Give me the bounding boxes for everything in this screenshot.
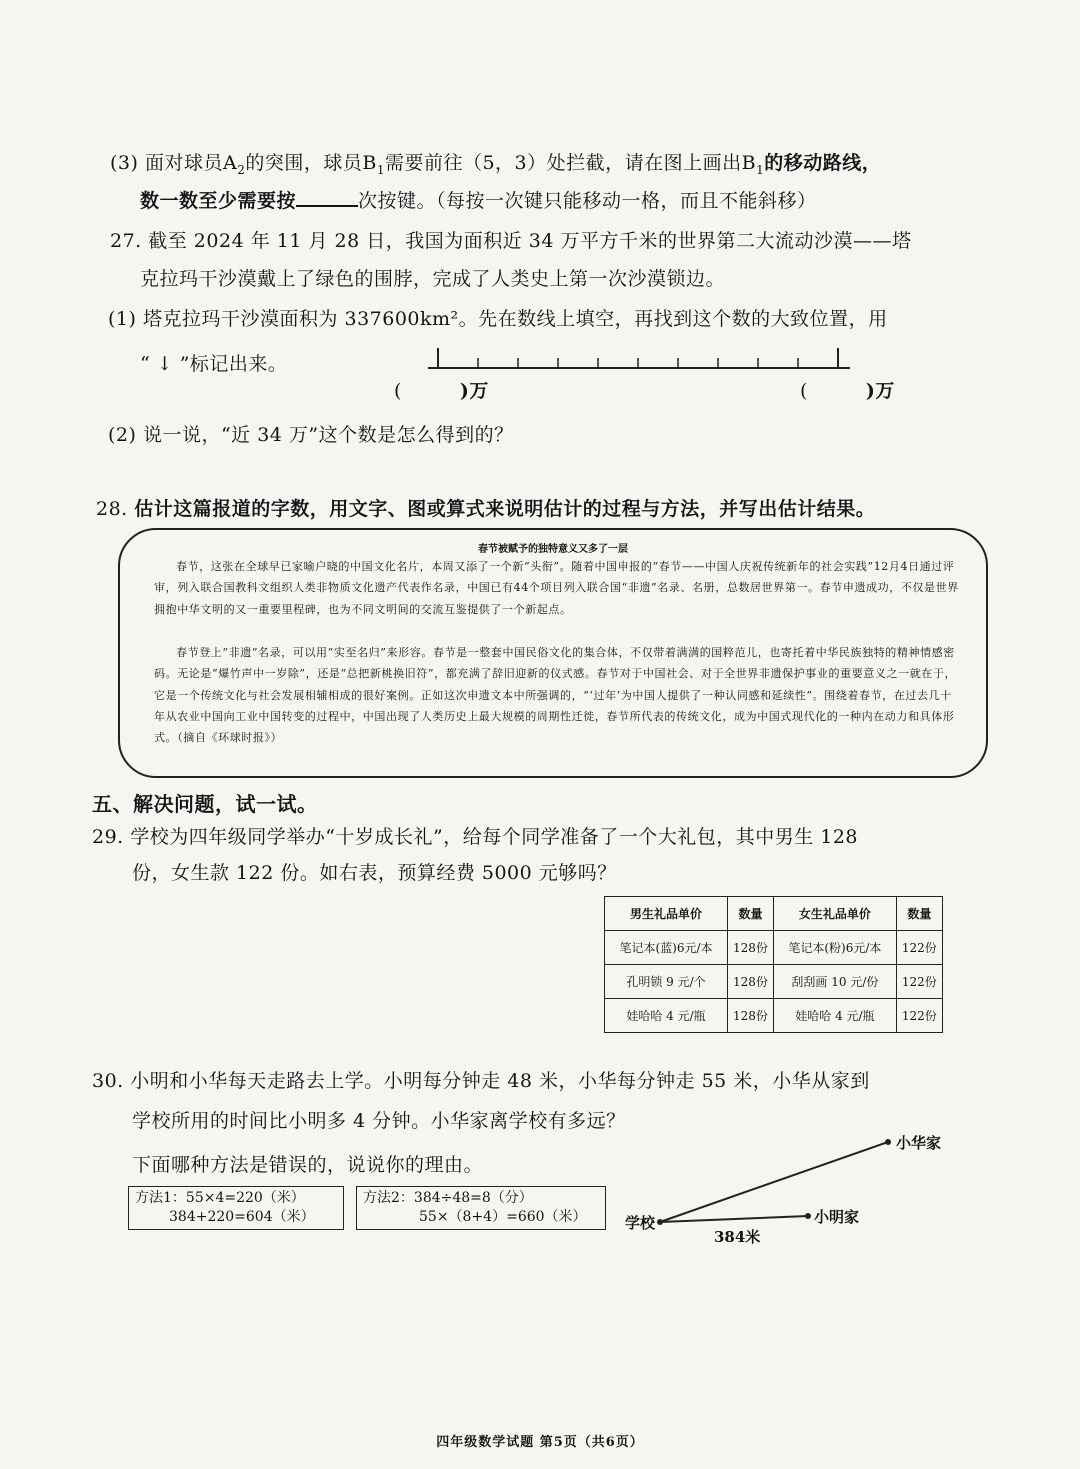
q27-line2: 克拉玛干沙漠戴上了绿色的围脖，完成了人类史上第一次沙漠锁边。 [140, 268, 726, 290]
route-to-xiaoming-home [660, 1216, 808, 1222]
method-2-line1: 方法2：384÷48=8（分） [363, 1190, 533, 1206]
method-1-box [128, 1186, 344, 1230]
number-line-left-label: ( )万 [394, 380, 489, 402]
school-point [657, 1219, 663, 1225]
q27-part1-line2: “ ↓ ”标记出来。 [140, 353, 288, 375]
xiaoming-home-label: 小明家 [814, 1208, 860, 1226]
q30-line3: 下面哪种方法是错误的，说说你的理由。 [132, 1154, 484, 1176]
table-row [605, 999, 943, 1033]
news-article-box [118, 528, 988, 778]
q30-line2: 学校所用的时间比小明多 4 分钟。小华家离学校有多远？ [132, 1110, 626, 1132]
table-header-cell: 数量 [896, 897, 942, 931]
q29-line2: 份，女生款 122 份。如右表，预算经费 5000 元够吗？ [132, 862, 617, 884]
number-line-minor-ticks [478, 358, 798, 368]
method-1-line1: 方法1：55×4=220（米） [135, 1190, 305, 1206]
table-cell: 刮刮画 10 元/份 [773, 965, 896, 999]
q27-line1: 27. 截至 2024 年 11 月 28 日，我国为面积近 34 万平方千米的世界第二大流动沙漠——塔 [110, 230, 912, 252]
school-label: 学校 [625, 1214, 656, 1232]
news-paragraph-2: 春节登上“非遗”名录，可以用“实至名归”来形容。春节是一整套中国民俗文化的集合体，不仅带着满满的国粹范儿，也寄托着中华民族独特的精神情感密码。无论是“爆竹声中一岁除”，还是“总把新桃换旧符”，都充满了辞旧迎新的仪式感。春节对于中国社会、对于全世界非遗保护事业的重要意义之一就在于，它是一个传统文化与社会发展相辅相成的很好案例。正如这次申遗文本中所强调的，“‘过年’为中国人提供了一种认同感和延续性”。围绕着春节，在过去几十年从农业中国向工业中国转变的过程中，中国出现了人类历史上最大规模的周期性迁徙，春节所代表的传统文化，成为中国式现代化的一种内在动力和具体形式。（摘自《环球时报》） [154, 646, 957, 745]
method-2-line2: 55×（8+4）=660（米） [419, 1209, 587, 1225]
xiaohua-home-point [885, 1139, 891, 1145]
q28-line: 28. 估计这篇报道的字数，用文字、图或算式来说明估计的过程与方法，并写出估计结果。 [96, 498, 876, 520]
table-cell: 笔记本(蓝)6元/本 [605, 931, 728, 965]
table-cell: 122份 [896, 965, 942, 999]
table-cell: 128份 [728, 999, 774, 1033]
method-2-box [356, 1186, 606, 1230]
distance-label: 384米 [714, 1228, 761, 1246]
xiaohua-home-label: 小华家 [896, 1134, 942, 1152]
table-header-row [605, 897, 943, 931]
gift-price-table [604, 896, 943, 1033]
table-cell: 128份 [728, 931, 774, 965]
news-title: 春节被赋予的独特意义又多了一层 [478, 544, 628, 555]
table-cell: 122份 [896, 999, 942, 1033]
number-line-right-label: ( )万 [800, 380, 895, 402]
table-cell: 笔记本(粉)6元/本 [773, 931, 896, 965]
q27-part2: (2) 说一说，“近 34 万”这个数是怎么得到的？ [108, 424, 514, 446]
answer-blank[interactable] [296, 204, 358, 207]
table-cell: 娃哈哈 4 元/瓶 [773, 999, 896, 1033]
q29-line1: 29. 学校为四年级同学举办“十岁成长礼”，给每个同学准备了一个大礼包，其中男生 128 [92, 826, 858, 848]
news-paragraph-1: 春节，这张在全球早已家喻户晓的中国文化名片，本周又添了一个新“头衔”。随着中国申报的“春节——中国人庆祝传统新年的社会实践”12月4日通过评审，列入联合国教科文组织人类非物质文化遗产代表作名录，中国已有44个项目列入联合国“非遗”名录、名册，总数居世界第一。春节申遗成功，不仅是世界拥抱中华文明的又一重要里程碑，也为不同文明间的交流互鉴提供了一个新起点。 [154, 560, 959, 616]
q26-3-line2: 数一数至少需要按 次按键。（每按一次键只能移动一格，而且不能斜移） [140, 190, 817, 212]
method-1-line2: 384+220=604（米） [169, 1209, 315, 1225]
table-cell: 128份 [728, 965, 774, 999]
table-cell: 孔明锁 9 元/个 [605, 965, 728, 999]
q30-line1: 30. 小明和小华每天走路去上学。小明每分钟走 48 米，小华每分钟走 55 米，小华从家到 [92, 1070, 870, 1092]
table-header-cell: 男生礼品单价 [605, 897, 728, 931]
section-heading: 五、解决问题，试一试。 [92, 792, 318, 816]
table-row [605, 931, 943, 965]
q27-part1-line1: (1) 塔克拉玛干沙漠面积为 337600km²。先在数线上填空，再找到这个数的大致位置，用 [108, 308, 888, 330]
number-line[interactable] [420, 340, 860, 380]
table-cell: 娃哈哈 4 元/瓶 [605, 999, 728, 1033]
page-footer: 四年级数学试题 第5页（共6页） [436, 1435, 644, 1450]
xiaoming-home-point [805, 1213, 811, 1219]
table-cell: 122份 [896, 931, 942, 965]
table-row [605, 965, 943, 999]
table-header-cell: 女生礼品单价 [773, 897, 896, 931]
q26-3-line1: (3) 面对球员$A_2$的突围，球员$B_1$需要前往（5，3）处拦截，请在图上画出$B_1$的移动路线， [110, 152, 882, 177]
table-header-cell: 数量 [728, 897, 774, 931]
